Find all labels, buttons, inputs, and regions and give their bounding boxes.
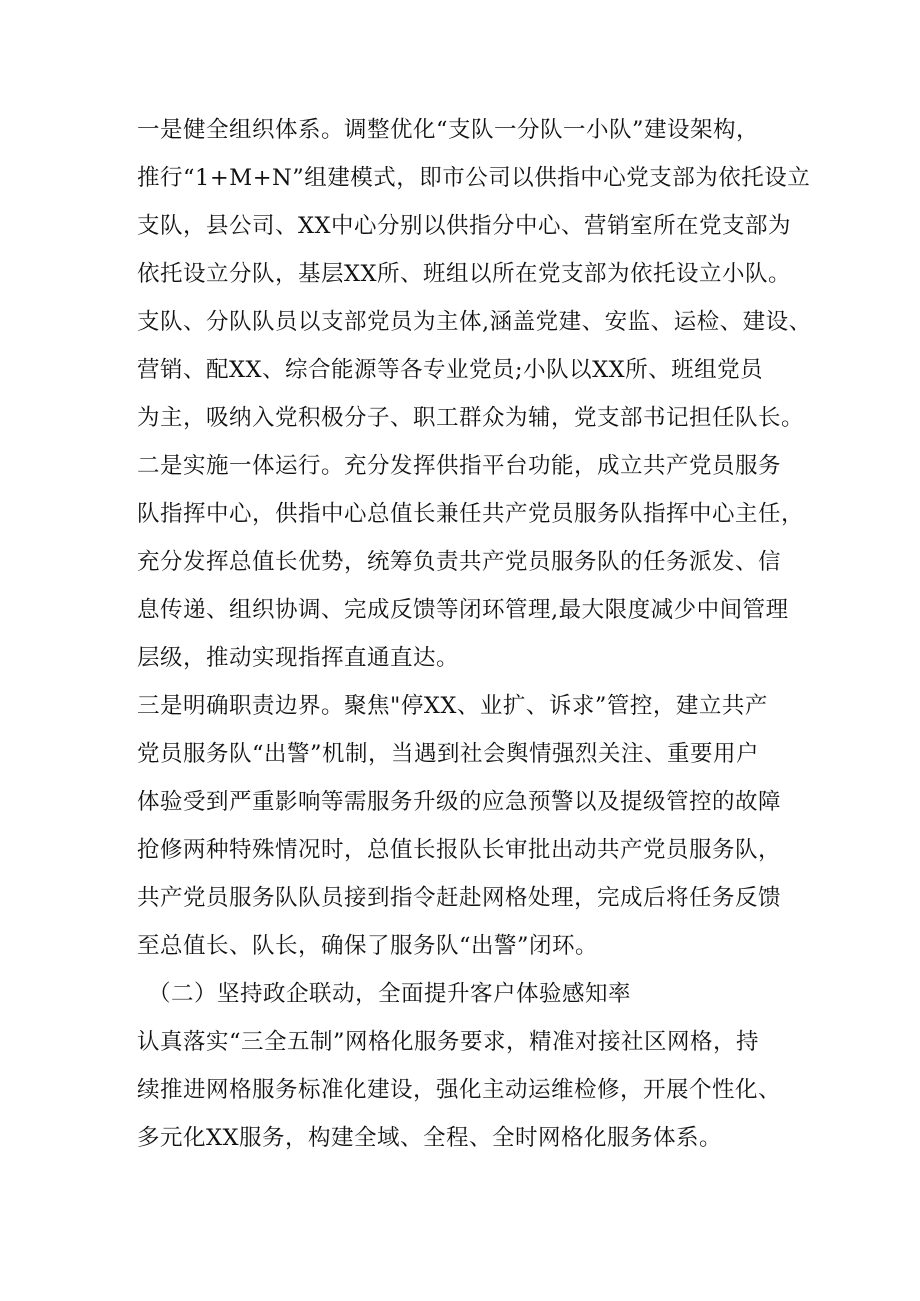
paragraph-line: 充分发挥总值长优势，统筹负责共产党员服务队的任务派发、信 (137, 549, 782, 575)
paragraph-line: 抢修两种特殊情况时，总值长报队长审批出动共产党员服务队， (137, 837, 782, 863)
paragraph-line: 多元化XX服务，构建全域、全程、全时网格化服务体系。 (137, 1125, 723, 1151)
paragraph-line: 推行“1+M+N”组建模式，即市公司以供指中心党支部为依托设立 (137, 165, 811, 191)
paragraph-line: 三是明确职责边界。聚焦"停XX、业扩、诉求”管控，建立共产 (137, 693, 768, 719)
paragraph-line: 息传递、组织协调、完成反馈等闭环管理,最大限度减少中间管理 (137, 597, 789, 623)
paragraph-line: 依托设立分队，基层XX所、班组以所在党支部为依托设立小队。 (137, 261, 792, 287)
paragraph-line: 认真落实“三全五制”网格化服务要求，精准对接社区网格，持 (137, 1029, 760, 1055)
section-heading: （二）坚持政企联动，全面提升客户体验感知率 (148, 981, 632, 1007)
paragraph-line: 至总值长、队长，确保了服务队“出警”闭环。 (137, 933, 599, 959)
paragraph-line: 党员服务队“出警”机制，当遇到社会舆情强烈关注、重要用户 (137, 741, 760, 767)
paragraph-line: 层级，推动实现指挥直通直达。 (137, 645, 460, 671)
paragraph-line: 一是健全组织体系。调整优化“支队一分队一小队”建设架构， (137, 117, 760, 143)
paragraph-line: 支队，县公司、XX中心分别以供指分中心、营销室所在党支部为 (137, 213, 792, 239)
paragraph-line: 支队、分队队员以支部党员为主体,涵盖党建、安监、运检、建设、 (137, 309, 812, 335)
paragraph-line: 二是实施一体运行。充分发挥供指平台功能，成立共产党员服务 (137, 453, 782, 479)
paragraph-line: 体验受到严重影响等需服务升级的应急预警以及提级管控的故障 (137, 789, 782, 815)
paragraph-line: 续推进网格服务标准化建设，强化主动运维检修，开展个性化、 (137, 1077, 782, 1103)
paragraph-line: 为主，吸纳入党积极分子、职工群众为辅，党支部书记担任队长。 (137, 405, 805, 431)
paragraph-line: 营销、配XX、综合能源等各专业党员;小队以XX所、班组党员 (137, 357, 764, 383)
paragraph-line: 队指挥中心，供指中心总值长兼任共产党员服务队指挥中心主任， (137, 501, 805, 527)
paragraph-line: 共产党员服务队队员接到指令赶赴网格处理，完成后将任务反馈 (137, 885, 782, 911)
